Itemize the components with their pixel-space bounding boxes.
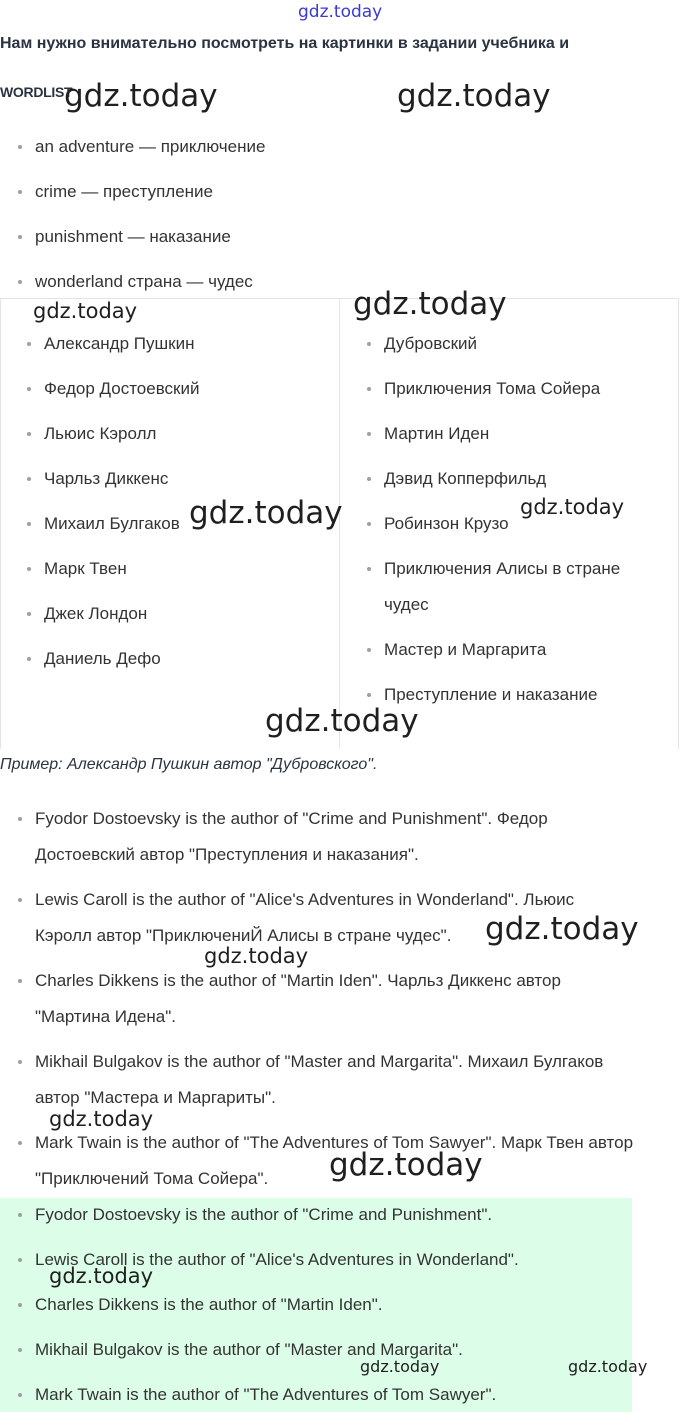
sentence-item (35, 1125, 675, 1197)
page-heading: Нам нужно внимательно посмотреть на картинки в задании учебника и (0, 35, 570, 52)
author-item: Марк Твен (44, 551, 127, 587)
watermark: gdz.today (329, 1147, 483, 1183)
example-text: Пример: Александр Пушкин автор "Дубровского". (0, 756, 378, 773)
sentence-item (35, 882, 675, 954)
sentence-line: Mikhail Bulgakov is the author of "Master and Margarita". Михаил Булгаков (35, 1052, 604, 1071)
book-item: Дэвид Копперфильд (384, 461, 546, 497)
book-item-continuation: чудес (384, 595, 429, 614)
table-divider (339, 298, 340, 749)
book-item: Мастер и Маргарита (384, 632, 546, 668)
author-item: Федор Достоевский (44, 371, 200, 407)
author-item: Джек Лондон (44, 596, 147, 632)
wordlist-item: an adventure — приключение (35, 129, 265, 165)
wordlist-item: crime — преступление (35, 174, 213, 210)
answer-item: Fyodor Dostoevsky is the author of "Crime and Punishment". (35, 1197, 492, 1233)
answer-item: Mikhail Bulgakov is the author of "Master and Margarita". (35, 1332, 463, 1368)
answer-item: Mark Twain is the author of "The Adventures of Tom Sawyer". (35, 1377, 496, 1413)
sentence-line: Mark Twain is the author of "The Adventures of Tom Sawyer". Марк Твен автор (35, 1133, 634, 1152)
sentence-line: автор "Мастера и Маргариты". (35, 1088, 276, 1107)
sentence-line: "Мартина Идена". (35, 1007, 176, 1026)
watermark: gdz.today (397, 78, 551, 114)
watermark: gdz.today (33, 299, 138, 323)
answer-item: Lewis Caroll is the author of "Alice's Adventures in Wonderland". (35, 1242, 519, 1278)
sentence-line: Charles Dikkens is the author of "Martin Iden". Чарльз Диккенс автор (35, 971, 561, 990)
author-item: Михаил Булгаков (44, 506, 180, 542)
sentence-line: Lewis Caroll is the author of "Alice's Adventures in Wonderland". Льюис (35, 890, 575, 909)
watermark: gdz.today (360, 1357, 440, 1376)
watermark: gdz.today (49, 1107, 154, 1131)
book-item: Приключения Тома Сойера (384, 371, 600, 407)
watermark: gdz.today (49, 1264, 154, 1288)
author-item: Александр Пушкин (44, 326, 194, 362)
watermark: gdz.today (204, 944, 309, 968)
watermark: gdz.today (520, 495, 625, 519)
sentence-line: Кэролл автор "ПриключениЙ Алисы в стране чудес". (35, 926, 452, 945)
watermark: gdz.today (485, 911, 639, 947)
watermark: gdz.today (64, 78, 218, 114)
watermark: gdz.today (265, 703, 419, 739)
wordlist-title: WORDLIST (0, 84, 73, 100)
sentence-item (35, 1044, 675, 1116)
wordlist-item: wonderland страна — чудес (35, 264, 253, 300)
sentence-item (35, 963, 675, 1035)
watermark: gdz.today (568, 1357, 648, 1376)
book-item: Приключения Алисы в стране (384, 551, 620, 587)
book-item: Мартин Иден (384, 416, 489, 452)
sentence-line: Fyodor Dostoevsky is the author of "Crime and Punishment". Федор (35, 809, 548, 828)
watermark: gdz.today (189, 495, 343, 531)
book-item: Робинзон Крузо (384, 506, 509, 542)
sentence-item (35, 801, 675, 873)
answer-item: Charles Dikkens is the author of "Martin Iden". (35, 1287, 383, 1323)
watermark: gdz.today (353, 286, 507, 322)
author-item: Даниель Дефо (44, 641, 161, 677)
wordlist-item: punishment — наказание (35, 219, 231, 255)
book-item: Дубровский (384, 326, 477, 362)
book-item: Преступление и наказание (384, 677, 597, 713)
sentence-line: Достоевский автор "Преступления и наказания". (35, 845, 419, 864)
author-item: Чарльз Диккенс (44, 461, 168, 497)
author-item: Льюис Кэролл (44, 416, 156, 452)
sentence-line: "Приключений Тома Сойера". (35, 1169, 269, 1188)
watermark: gdz.today (298, 2, 383, 22)
